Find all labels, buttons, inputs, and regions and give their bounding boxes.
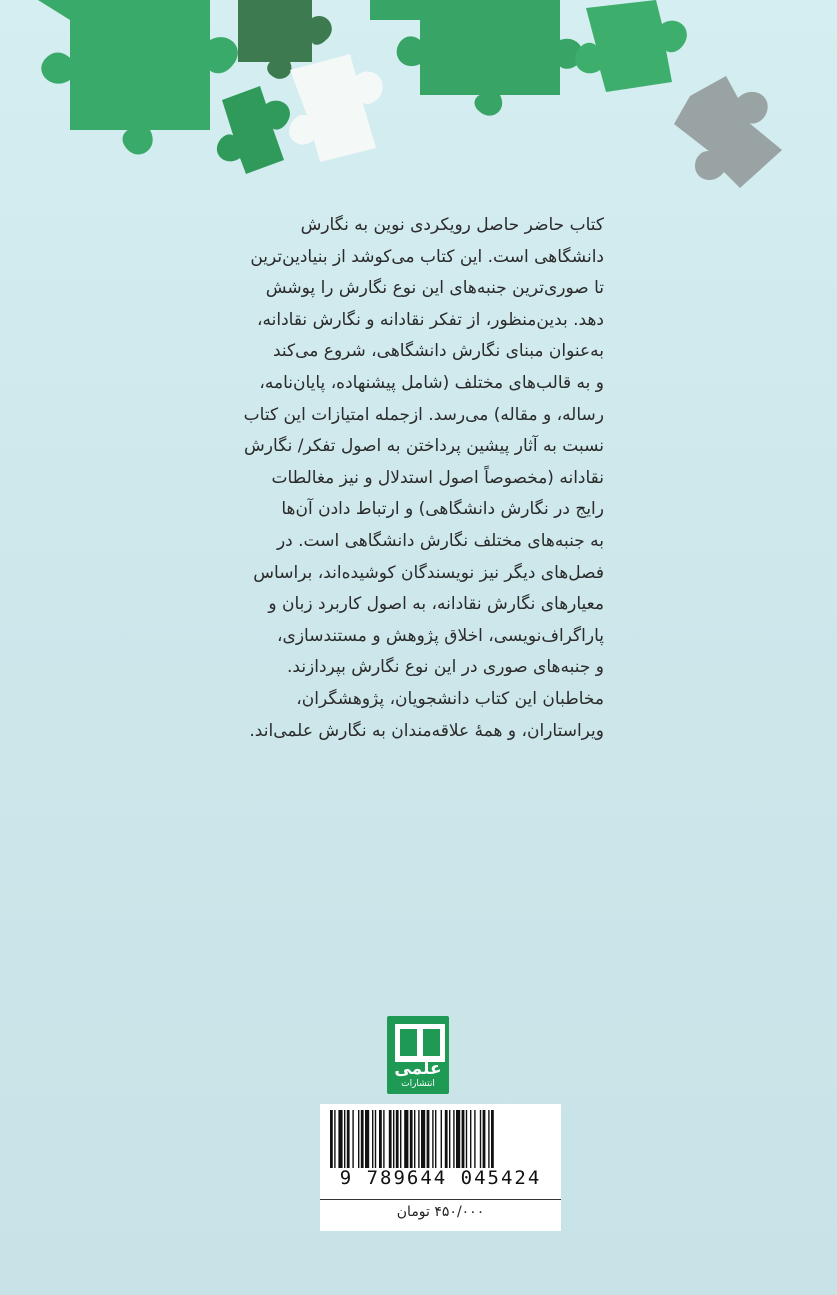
description-line: و به قالب‌های مختلف (شامل پیشنهاده، پایان‌نامه،: [259, 372, 604, 393]
publisher-label: انتشارات: [401, 1079, 435, 1089]
puzzle-piece-green-left: [38, 0, 238, 154]
publisher-logo: [387, 1016, 449, 1094]
book-description: [238, 210, 604, 747]
description-line: دانشگاهی است. این کتاب می‌کوشد از بنیادین‌ترین: [250, 246, 604, 267]
isbn-barcode-label: [320, 1104, 561, 1231]
open-book-icon: [395, 1024, 445, 1062]
divider: [320, 1199, 561, 1200]
description-line: به جنبه‌های مختلف نگارش دانشگاهی است. در: [276, 530, 604, 551]
price-label: ۴۵۰/۰۰۰ تومان: [396, 1204, 485, 1220]
description-line: پاراگراف‌نویسی، اخلاق پژوهش و مستندسازی،: [277, 625, 604, 646]
description-line: ویراستاران، و همهٔ علاقه‌مندان به نگارش علمی‌اند.: [249, 720, 604, 741]
description-line: رایج در نگارش دانشگاهی) و ارتباط دادن آن‌ها: [281, 499, 604, 520]
description-line: نسبت به آثار پیشین پرداختن به اصول تفکر/ نگارش: [244, 436, 604, 457]
publisher-name: علمی: [394, 1059, 442, 1079]
puzzle-piece-white: [289, 54, 383, 162]
description-line: تا صوری‌ترین جنبه‌های این نوع نگارش را پوشش: [265, 278, 604, 299]
description-line: رساله، و مقاله) می‌رسد. ازجمله امتیازات این کتاب: [243, 404, 604, 425]
description-line: کتاب حاضر حاصل رویکردی نوین به نگارش: [300, 215, 604, 235]
barcode-icon: [326, 1110, 555, 1168]
description-line: فصل‌های دیگر نیز نویسندگان کوشیده‌اند، براساس: [253, 562, 604, 583]
isbn-number: 9 789644 045424: [339, 1167, 542, 1189]
puzzle-piece-green-right: [575, 0, 687, 92]
description-line: مخاطبان این کتاب دانشجویان، پژوهشگران،: [296, 688, 604, 709]
description-line: دهد. بدین‌منظور، از تفکر نقادانه و نگارش نقادانه،: [257, 309, 604, 330]
puzzle-piece-green-center: [370, 0, 583, 116]
description-line: به‌عنوان مبنای نگارش دانشگاهی، شروع می‌کند: [272, 341, 604, 362]
description-line: و جنبه‌های صوری در این نوع نگارش بپردازند.: [287, 657, 604, 678]
description-line: معیارهای نگارش نقادانه، به اصول کاربرد زبان و: [268, 594, 604, 615]
puzzle-piece-gray: [674, 76, 782, 188]
puzzle-piece-green-small: [217, 86, 290, 174]
description-line: نقادانه (مخصوصاً اصول استدلال و نیز مغالطات: [271, 467, 604, 488]
